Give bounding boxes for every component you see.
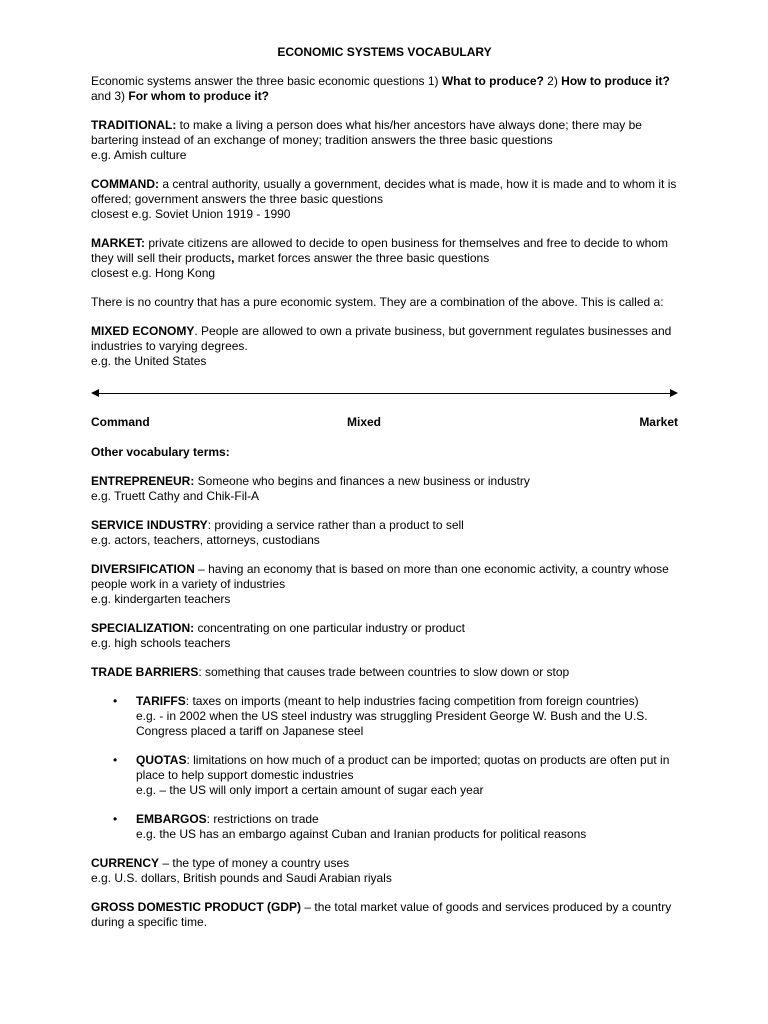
arrow-right-icon: [670, 389, 678, 397]
term-definition: private citizens are allowed to decide to open business for themselves and free to decide to whom they will sell their products: [91, 236, 668, 265]
list-item-tariffs: [91, 694, 678, 739]
term-gdp: [91, 900, 678, 930]
term-example: e.g. actors, teachers, attorneys, custodians: [91, 533, 320, 547]
economic-spectrum-arrow: [91, 387, 678, 401]
term-currency: [91, 856, 678, 886]
term-label: DIVERSIFICATION: [91, 562, 195, 576]
term-definition: market forces answer the three basic questions: [234, 251, 490, 265]
question-whom: For whom to produce it?: [128, 89, 270, 103]
term-example: e.g. Truett Cathy and Chik-Fil-A: [91, 489, 260, 503]
question-what: What to produce?: [441, 74, 544, 88]
term-label: TRADE BARRIERS: [91, 665, 199, 679]
term-label: MARKET:: [91, 236, 145, 250]
term-command: [91, 177, 678, 222]
term-example: closest e.g. Hong Kong: [91, 266, 216, 280]
term-example: e.g. kindergarten teachers: [91, 592, 231, 606]
term-definition: – the total market value of goods and services produced by a country during a specific time.: [91, 900, 672, 929]
trade-barriers-list: [91, 694, 678, 842]
other-terms-heading: [91, 445, 678, 460]
term-label: EMBARGOS: [136, 812, 207, 826]
pure-system-note: There is no country that has a pure economic system. They are a combination of the above. This is called a:: [91, 295, 664, 309]
term-service-industry: [91, 518, 678, 548]
term-example: e.g. the US has an embargo against Cuban and Iranian products for political reasons: [136, 827, 587, 841]
term-example: e.g. Amish culture: [91, 148, 187, 162]
term-diversification: [91, 562, 678, 607]
term-label: COMMAND:: [91, 177, 159, 191]
intro-text: 2): [543, 74, 562, 88]
term-definition: : limitations on how much of a product can be imported; quotas on products are often put in place to help support domestic industries: [136, 753, 670, 782]
spectrum-label-mixed: Mixed: [347, 415, 382, 429]
spectrum-labels: [91, 415, 678, 431]
spectrum-label-market: Market: [639, 415, 678, 429]
term-label: SPECIALIZATION:: [91, 621, 195, 635]
term-definition: : providing a service rather than a product to sell: [207, 518, 464, 532]
term-label: SERVICE INDUSTRY: [91, 518, 208, 532]
term-definition: concentrating on one particular industry or product: [194, 621, 465, 635]
term-label: ENTREPRENEUR:: [91, 474, 195, 488]
term-example: e.g. the United States: [91, 354, 207, 368]
term-definition: – having an economy that is based on more than one economic activity, a country whose people work in a variety of industries: [91, 562, 669, 591]
term-definition: . People are allowed to own a private business, but government regulates businesses and industries to varying degrees.: [91, 324, 672, 353]
term-definition: : restrictions on trade: [206, 812, 319, 826]
list-item-quotas: [91, 753, 678, 798]
term-definition: : something that causes trade between countries to slow down or stop: [198, 665, 570, 679]
intro-text: Economic systems answer the three basic economic questions 1): [91, 74, 442, 88]
term-market: [91, 236, 678, 281]
heading-text: Other vocabulary terms:: [91, 445, 230, 459]
term-traditional: [91, 118, 678, 163]
page-title: ECONOMIC SYSTEMS VOCABULARY: [277, 45, 492, 59]
spectrum-label-command: Command: [91, 415, 150, 429]
intro-text: and 3): [91, 89, 129, 103]
term-definition: to make a living a person does what his/her ancestors have always done; there may be bartering instead of an exchange of money; tradition answers the three basic questions: [91, 118, 642, 147]
term-label: QUOTAS: [136, 753, 187, 767]
term-definition: – the type of money a country uses: [159, 856, 350, 870]
term-example: e.g. – the US will only import a certain amount of sugar each year: [136, 783, 484, 797]
term-definition: a central authority, usually a government, decides what is made, how it is made and to whom it is offered; government answers the three basic questions: [91, 177, 677, 206]
bullet-icon: •: [113, 694, 118, 708]
question-how: How to produce it?: [561, 74, 670, 88]
term-trade-barriers: [91, 665, 678, 680]
intro-paragraph: [91, 74, 678, 104]
term-entrepreneur: [91, 474, 678, 504]
term-example: e.g. U.S. dollars, British pounds and Saudi Arabian riyals: [91, 871, 392, 885]
term-mixed-economy: [91, 324, 678, 369]
term-example: e.g. high schools teachers: [91, 636, 231, 650]
term-label: CURRENCY: [91, 856, 160, 870]
list-item-embargos: [91, 812, 678, 842]
term-label: TARIFFS: [136, 694, 186, 708]
term-definition: : taxes on imports (meant to help industries facing competition from foreign countries): [185, 694, 639, 708]
term-specialization: [91, 621, 678, 651]
term-definition: Someone who begins and finances a new business or industry: [194, 474, 530, 488]
term-example: closest e.g. Soviet Union 1919 - 1990: [91, 207, 291, 221]
bullet-icon: •: [113, 753, 118, 767]
term-label: TRADITIONAL:: [91, 118, 177, 132]
spectrum-line: [97, 393, 672, 394]
term-label: GROSS DOMESTIC PRODUCT (GDP): [91, 900, 302, 914]
term-definition-comma: ,: [231, 251, 235, 265]
term-example: e.g. - in 2002 when the US steel industry was struggling President George W. Bush and the U.S. Congress placed a tariff on Japanese steel: [136, 709, 648, 738]
bullet-icon: •: [113, 812, 118, 826]
term-label: MIXED ECONOMY: [91, 324, 195, 338]
